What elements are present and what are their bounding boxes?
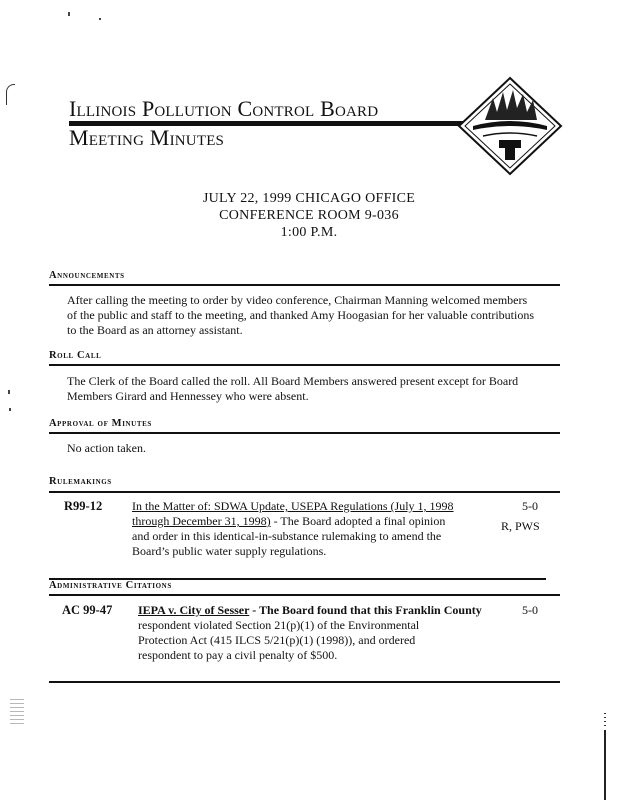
case-title-link[interactable]: IEPA v. City of Sesser (138, 603, 250, 617)
text-line: and order in this identical-in-substance rulemaking to amend the (132, 529, 442, 543)
roll-call-text (67, 374, 547, 404)
scan-noise (10, 698, 24, 724)
vote-count: 5-0 (522, 603, 538, 617)
scan-speck (9, 408, 11, 411)
text-line: respondent violated Section 21(p)(1) of the Environmental (138, 618, 420, 632)
approval-text: No action taken. (67, 441, 146, 455)
scan-speck (68, 12, 70, 16)
section-heading-approval: Approval of Minutes (49, 418, 152, 429)
board-title: Illinois Pollution Control Board (69, 96, 379, 121)
section-rule (49, 364, 560, 366)
vote-note: R, PWS (501, 519, 540, 533)
text-line: Protection Act (415 ILCS 5/21(p)(1) (1998)), and ordered (138, 633, 416, 647)
text-line: of the public and staff to the meeting, and thanked Amy Hoogasian for her valuable contributions (67, 308, 534, 322)
section-heading-announcements: Announcements (49, 270, 125, 281)
case-title-link[interactable]: through December 31, 1998) (132, 514, 271, 528)
scan-speck (99, 18, 101, 20)
text-line: respondent to pay a civil penalty of $500. (138, 648, 338, 662)
announcements-text (67, 293, 547, 338)
vote-count: 5-0 (522, 499, 538, 513)
scan-edge-line (604, 730, 606, 800)
text-line: Board’s public water supply regulations. (132, 544, 327, 558)
meeting-date: JULY 22, 1999 CHICAGO OFFICE (202, 191, 416, 206)
docket-number-ac-99-47: AC 99-47 (62, 603, 113, 617)
section-rule (49, 432, 560, 434)
rulemaking-entry (132, 499, 492, 559)
meeting-room: CONFERENCE ROOM 9-036 (219, 208, 399, 223)
section-rule (49, 491, 560, 493)
scan-bracket-mark (6, 84, 15, 105)
section-heading-rulemakings: Rulemakings (49, 476, 112, 487)
section-rule (49, 594, 560, 596)
text-line: After calling the meeting to order by video conference, Chairman Manning welcomed members (67, 293, 528, 307)
section-heading-citations: Administrative Citations (49, 580, 172, 591)
text-line: The Clerk of the Board called the roll. All Board Members answered present except for Board (67, 374, 519, 388)
entry-text: - The Board found that this Franklin County (249, 603, 482, 617)
entry-text: - The Board adopted a final opinion (270, 514, 446, 528)
scan-edge-dots (604, 712, 606, 726)
citation-entry (138, 603, 483, 663)
section-rule (49, 681, 560, 683)
case-title-link[interactable]: In the Matter of: SDWA Update, USEPA Regulations (July 1, 1998 (132, 499, 454, 513)
meeting-time: 1:00 P.M. (280, 225, 338, 240)
section-rule (49, 284, 560, 286)
text-line: to the Board as an attorney assistant. (67, 323, 243, 337)
docket-number-r99-12: R99-12 (64, 499, 103, 513)
text-line: Members Girard and Hennessey who were absent. (67, 389, 309, 403)
document-title: Meeting Minutes (69, 125, 225, 150)
section-heading-roll-call: Roll Call (49, 350, 102, 361)
scan-speck (8, 390, 10, 394)
ipcb-seal-icon (455, 76, 565, 176)
